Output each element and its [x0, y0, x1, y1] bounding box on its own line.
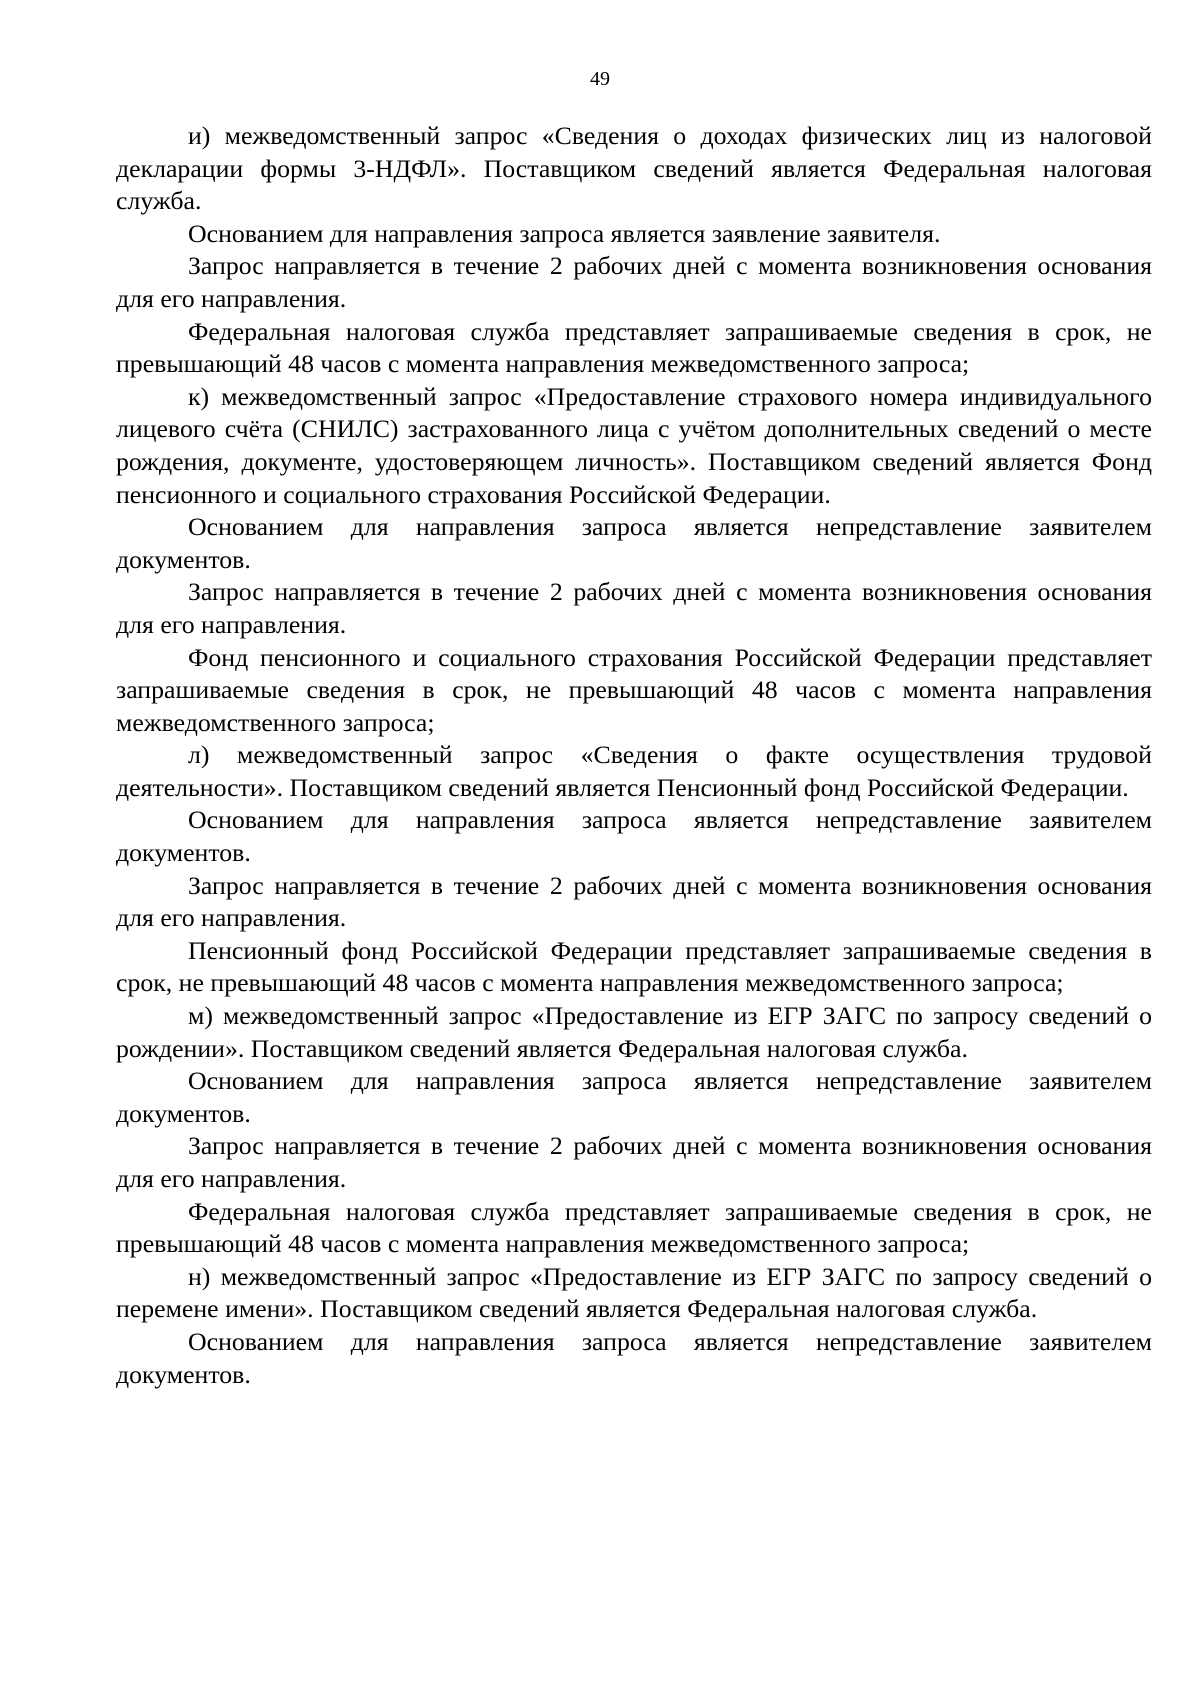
paragraph-basis: Основанием для направления запроса является непредставление заявителем документов. — [116, 512, 1152, 574]
paragraph-basis: Основанием для направления запроса является заявление заявителя. — [188, 218, 941, 248]
paragraph-response-term: Пенсионный фонд Российской Федерации представляет запрашиваемые сведения в срок, не превышающий 48 часов с момента направления межведомственного запроса; — [116, 935, 1152, 998]
paragraph-item-n: н) межведомственный запрос «Предоставление из ЕГР ЗАГС по запросу сведений о перемене имени». Поставщиком сведений является Федеральная налоговая служба. — [116, 1261, 1152, 1324]
paragraph-deadline: Запрос направляется в течение 2 рабочих дней с момента возникновения основания для его направления. — [116, 1131, 1152, 1193]
paragraph-item-m: м) межведомственный запрос «Предоставление из ЕГР ЗАГС по запросу сведений о рождении». Поставщиком сведений является Федеральная налоговая служба. — [116, 1001, 1152, 1063]
document-body — [116, 120, 1152, 1391]
paragraph-deadline: Запрос направляется в течение 2 рабочих дней с момента возникновения основания для его направления. — [116, 251, 1152, 313]
paragraph-response-term: Федеральная налоговая служба представляет запрашиваемые сведения в срок, не превышающий 48 часов с момента направления межведомственного запроса; — [116, 316, 1152, 379]
paragraph-basis: Основанием для направления запроса является непредставление заявителем документов. — [116, 1066, 1152, 1128]
paragraph-deadline: Запрос направляется в течение 2 рабочих дней с момента возникновения основания для его направления. — [116, 577, 1152, 639]
paragraph-item-i: и) межведомственный запрос «Сведения о доходах физических лиц из налоговой декларации формы 3-НДФЛ». Поставщиком сведений является Федеральная налоговая служба. — [116, 121, 1152, 216]
paragraph-deadline: Запрос направляется в течение 2 рабочих дней с момента возникновения основания для его направления. — [116, 870, 1152, 933]
paragraph-response-term: Федеральная налоговая служба представляет запрашиваемые сведения в срок, не превышающий 48 часов с момента направления межведомственного запроса; — [116, 1196, 1152, 1259]
paragraph-item-l: л) межведомственный запрос «Сведения о факте осуществления трудовой деятельности». Поставщиком сведений является Пенсионный фонд Российской Федерации. — [116, 740, 1152, 802]
paragraph-basis: Основанием для направления запроса является непредставление заявителем документов. — [116, 1326, 1152, 1389]
paragraph-item-k: к) межведомственный запрос «Предоставление страхового номера индивидуального лицевого счёта (СНИЛС) застрахованного лица с учётом дополнительных сведений о месте рождения, документе, удостоверяющем личность». Поставщиком сведений является Фонд пенсионного и социального страхования Российской Федерации. — [116, 381, 1152, 509]
page-number: 49 — [590, 68, 610, 90]
paragraph-basis: Основанием для направления запроса является непредставление заявителем документов. — [116, 805, 1152, 868]
paragraph-response-term: Фонд пенсионного и социального страхования Российской Федерации представляет запрашиваемые сведения в срок, не превышающий 48 часов с момента направления межведомственного запроса; — [116, 642, 1152, 737]
